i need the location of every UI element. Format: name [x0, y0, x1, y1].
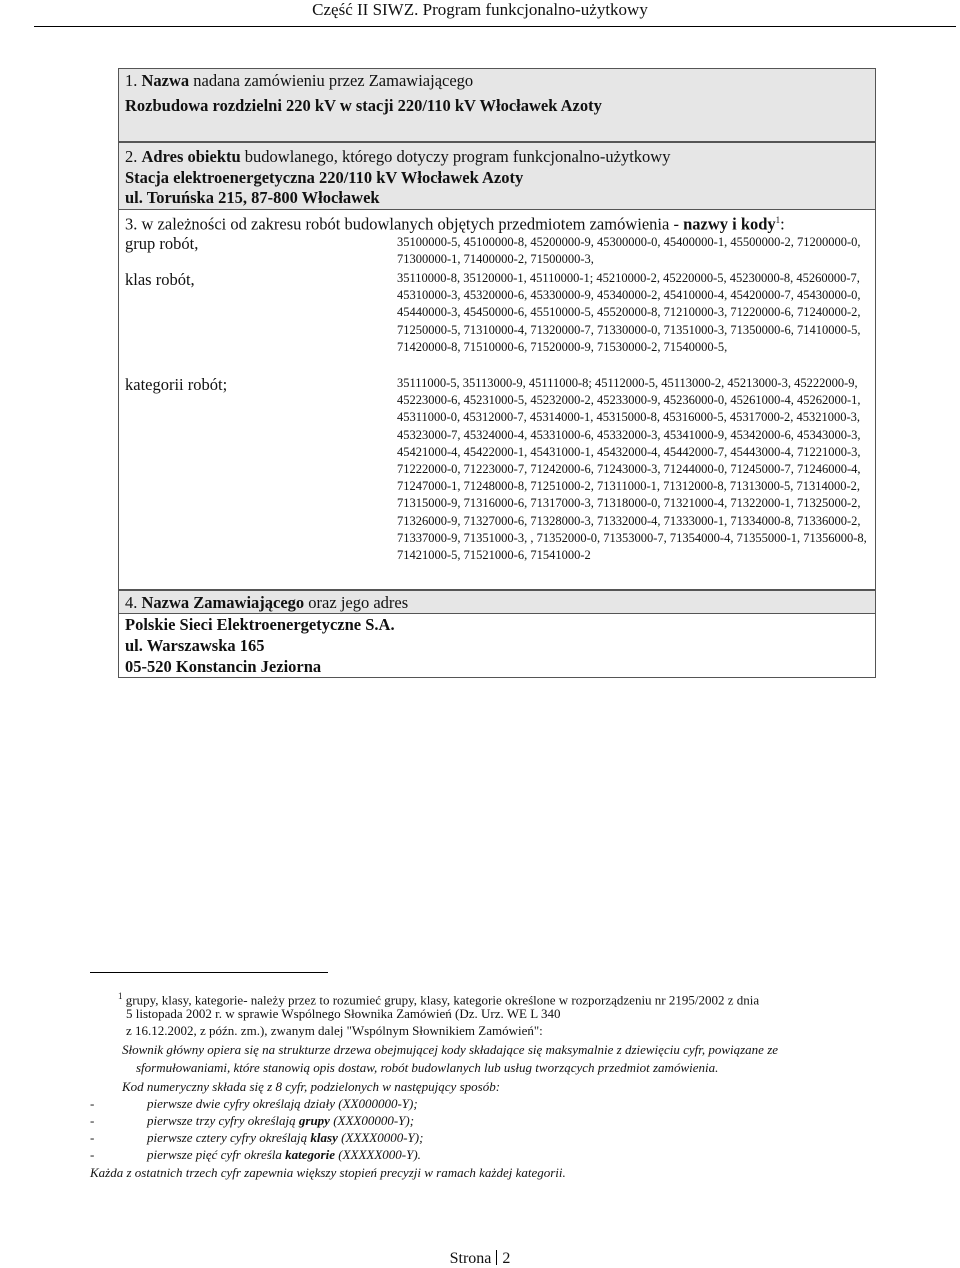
section-3-heading [125, 210, 785, 235]
footnote-list-item-4 [90, 1146, 421, 1163]
orderer-city: 05-520 Konstancin Jeziorna [125, 657, 322, 676]
list-dash: - [90, 1096, 95, 1111]
object-address-line-1: Stacja elektroenergetyczna 220/110 kV Włocławek Azoty [125, 168, 524, 187]
footnote-ref: 1 [775, 215, 781, 225]
footnote-list-item-2 [90, 1112, 414, 1129]
list-text-bold: kategorie [285, 1147, 335, 1162]
footnote-line-3: z 16.12.2002, z późn. zm.), zwanym dalej "Wspólnym Słownikiem Zamówień": [126, 1023, 543, 1038]
categories-codes: 35111000-5, 35113000-9, 45111000-8; 45112000-5, 45113000-2, 45213000-3, 45222000-9, 45223000-6, 45231000-5, 45232000-2, 45233000-9, 45236000-0, 45261000-4, 45262000-1, 45311000-0, 45312000-7, 45314000-1, 45315000-8, 45316000-5, 45317000-2, 45321000-3, 45323000-7, 45324000-4, 45331000-6, 45332000-3, 45341000-9, 45342000-6, 45343000-3, 45421000-4, 45422000-1, 45431000-1, 45432000-4, 45442000-7, 45443000-4, 71221000-3, 71222000-0, 71223000-7, 71242000-6, 71243000-3, 71244000-0, 71245000-7, 71246000-4, 71247000-1, 71248000-8, 71251000-2, 71311000-1, 71312000-8, 71313000-5, 71314000-2, 71315000-9, 71316000-6, 71317000-3, 71318000-0, 71321000-4, 71322000-1, 71325000-2, 71326000-9, 71327000-6, 71328000-3, 71332000-4, 71333000-1, 71334000-8, 71336000-2, 71337000-9, 71351000-3, , 71352000-0, 71353000-7, 71354000-4, 71355000-1, 71356000-8, 71421000-5, 71521000-6, 71541000-2 [397, 376, 867, 563]
footnote-line-6: Kod numeryczny składa się z 8 cyfr, podzielonych w następujący sposób: [122, 1079, 501, 1094]
groups-codes: 35100000-5, 45100000-8, 45200000-9, 45300000-0, 45400000-1, 45500000-2, 71200000-0, 71300000-1, 71400000-2, 71500000-3, [397, 235, 861, 267]
footnote-text-1: grupy, klasy, kategorie- należy przez to rozumieć grupy, klasy, kategorie określone w rozporządzeniu nr 2195/2002 z dnia [122, 992, 760, 1008]
list-text: pierwsze dwie cyfry określają działy (XX000000-Y); [147, 1096, 418, 1111]
list-text: pierwsze trzy cyfry określają [147, 1113, 299, 1128]
orderer-street: ul. Warszawska 165 [125, 636, 265, 655]
list-dash: - [90, 1130, 95, 1145]
section-2-3-box [118, 142, 876, 590]
footnote-line-4: Słownik główny opiera się na strukturze drzewa obejmującej kody składające się maksymalnie z dziewięciu cyfr, powiązane ze [122, 1042, 779, 1057]
footnote-last-line: Każda z ostatnich trzech cyfr zapewnia większy stopień precyzji w ramach każdej kategorii. [90, 1165, 566, 1180]
list-dash: - [90, 1113, 95, 1128]
object-address-line-2: ul. Toruńska 215, 87-800 Włocławek [125, 188, 380, 207]
page-label: Strona [449, 1250, 492, 1267]
list-text: pierwsze cztery cyfry określają [147, 1130, 311, 1145]
list-text: pierwsze pięć cyfr określa [147, 1147, 286, 1162]
list-dash: - [90, 1147, 95, 1162]
section-4-heading-rest: oraz jego adres [304, 593, 409, 612]
page-number: 2 [502, 1250, 511, 1267]
section-2-heading [125, 147, 670, 167]
groups-label: grup robót, [125, 234, 199, 253]
section-2-heading-rest: budowlanego, którego dotyczy program funkcjonalno-użytkowy [240, 147, 671, 166]
document-header: Część II SIWZ. Program funkcjonalno-użytkowy [312, 0, 648, 19]
section-2-number: 2. [125, 147, 142, 166]
section-2-heading-bold: Adres obiektu [141, 147, 241, 166]
page-footer [0, 1250, 960, 1268]
orderer-name: Polskie Sieci Elektroenergetyczne S.A. [125, 615, 395, 634]
section-1-number: 1. [125, 71, 142, 90]
section-1-heading-rest: nadana zamówieniu przez Zamawiającego [189, 71, 474, 90]
section-4-number: 4. [125, 593, 142, 612]
list-text: (XXXXX000-Y). [334, 1147, 421, 1162]
section-4-box [118, 590, 876, 678]
footnote-marker: 1 [118, 991, 123, 1001]
header-rule [34, 26, 956, 27]
section-3-heading-bold: nazwy i kody [683, 214, 776, 234]
categories-label: kategorii robót; [125, 375, 228, 394]
classes-label: klas robót, [125, 270, 195, 289]
list-text-bold: klasy [310, 1130, 338, 1145]
section-1-box [118, 68, 876, 142]
footnote-line-5: sformułowaniami, które stanowią opis dostaw, robót budowlanych lub usług tworzących przedmiot zamówienia. [136, 1060, 719, 1075]
footnote-line-2: 5 listopada 2002 r. w sprawie Wspólnego Słownika Zamówień (Dz. Urz. WE L 340 [126, 1006, 561, 1021]
list-text-bold: grupy [298, 1113, 330, 1128]
section-3-heading-lead: 3. w zależności od zakresu robót budowlanych objętych przedmiotem zamówienia - [125, 214, 684, 234]
section-1-heading [125, 71, 473, 91]
contract-name: Rozbudowa rozdzielni 220 kV w stacji 220/110 kV Włocławek Azoty [125, 96, 602, 115]
list-text: (XXX00000-Y); [329, 1113, 415, 1128]
section-3-heading-tail: : [780, 214, 785, 234]
section-4-heading-bold: Nazwa Zamawiającego [141, 593, 305, 612]
classes-codes: 35110000-8, 35120000-1, 45110000-1; 45210000-2, 45220000-5, 45230000-8, 45260000-7, 45310000-3, 45320000-6, 45330000-9, 45340000-2, 45410000-4, 45420000-7, 45430000-0, 45440000-3, 45450000-6, 45510000-5, 45520000-8, 71210000-3, 71220000-6, 71240000-2, 71250000-5, 71310000-4, 71320000-7, 71330000-0, 71351000-3, 71350000-6, 71410000-5, 71420000-8, 71510000-6, 71520000-9, 71530000-2, 71540000-5, [397, 271, 861, 354]
page-separator [496, 1250, 497, 1265]
section-1-heading-bold: Nazwa [141, 71, 190, 90]
list-text: (XXXX0000-Y); [337, 1130, 424, 1145]
footnote-list-item-1 [90, 1095, 418, 1112]
footnote-rule [90, 972, 328, 973]
footnote-list-item-3 [90, 1129, 423, 1146]
section-4-heading [125, 593, 408, 613]
